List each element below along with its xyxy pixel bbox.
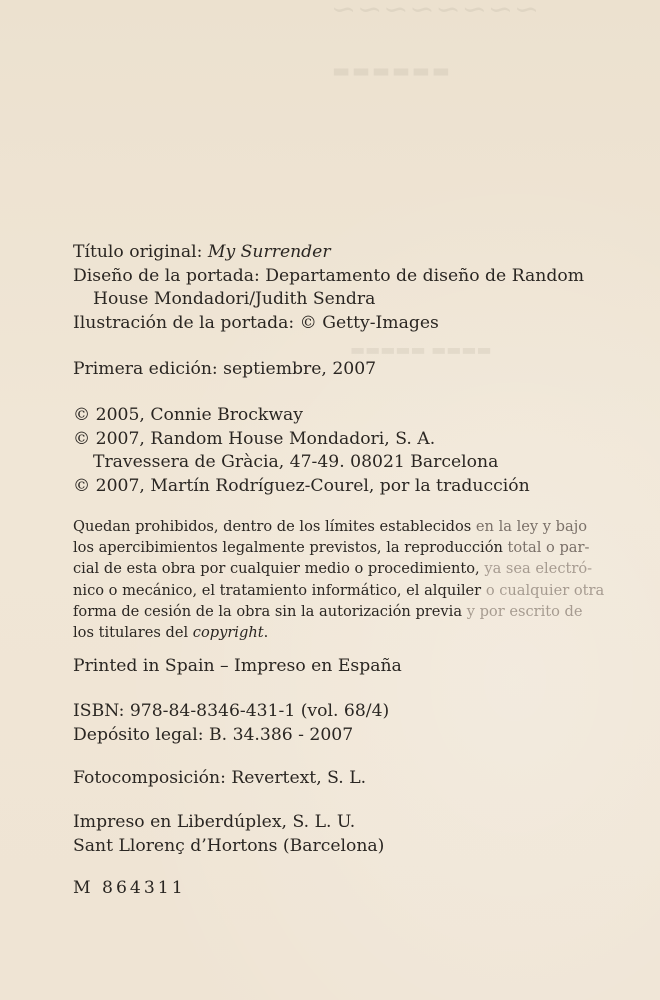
legal-notice-line: nico o mecánico, el tratamiento informático, el alquiler o cualquier otra bbox=[73, 581, 605, 599]
printer-location-line: Sant Llorenç d’Hortons (Barcelona) bbox=[73, 835, 385, 856]
typesetting-block bbox=[73, 767, 633, 791]
legal-notice-line: cial de esta obra por cualquier medio o procedimiento, ya sea electró- bbox=[73, 560, 593, 578]
show-through-ghost: ▬▬▬▬ ▬▬▬▬▬ bbox=[350, 340, 492, 359]
legal-notice-block bbox=[73, 516, 633, 643]
isbn-line: ISBN: 978-84-8346-431-1 (vol. 68/4) bbox=[73, 701, 390, 721]
edition-block bbox=[73, 358, 633, 382]
legal-notice-line: los apercibimientos legalmente previstos, la reproducción total o par- bbox=[73, 539, 590, 557]
original-title-value: My Surrender bbox=[207, 242, 331, 262]
print-code-line: M 864311 bbox=[73, 878, 186, 898]
legal-notice-line: Quedan prohibidos, dentro de los límites establecidos en la ley y bajo bbox=[73, 518, 588, 535]
first-edition-line: Primera edición: septiembre, 2007 bbox=[73, 359, 377, 379]
copyright-translation-line: © 2007, Martín Rodríguez-Courel, por la traducción bbox=[73, 475, 530, 496]
legal-notice-line: los titulares del copyright. bbox=[73, 624, 269, 642]
printed-in-spain-line: Printed in Spain – Impreso en España bbox=[73, 656, 402, 676]
copyright-block bbox=[73, 404, 633, 498]
credits-block bbox=[73, 241, 633, 335]
cover-design-line: Diseño de la portada: Departamento de diseño de Random bbox=[73, 265, 584, 286]
code-block bbox=[73, 877, 633, 901]
copyright-publisher-line: © 2007, Random House Mondadori, S. A. bbox=[73, 428, 436, 449]
legal-deposit-line: Depósito legal: B. 34.386 - 2007 bbox=[73, 724, 354, 745]
printer-block bbox=[73, 811, 633, 858]
original-title-line bbox=[73, 241, 633, 265]
show-through-ghost: ▬▬▬▬▬▬ bbox=[330, 60, 450, 82]
publisher-address-line: Travessera de Gràcia, 47-49. 08021 Barcelona bbox=[93, 452, 499, 472]
isbn-block bbox=[73, 700, 633, 747]
typesetting-line: Fotocomposición: Revertext, S. L. bbox=[73, 768, 367, 788]
original-title-label: Título original: bbox=[73, 242, 203, 262]
printed-block bbox=[73, 655, 633, 679]
legal-notice-line: forma de cesión de la obra sin la autorización previa y por escrito de bbox=[73, 602, 583, 620]
show-through-ghost: ~~~~~~~~ bbox=[330, 0, 540, 27]
printer-name-line: Impreso en Liberdúplex, S. L. U. bbox=[73, 812, 356, 832]
copyright-author-line: © 2005, Connie Brockway bbox=[73, 405, 303, 425]
cover-design-line-cont: House Mondadori/Judith Sendra bbox=[93, 289, 376, 309]
cover-illustration-line: Ilustración de la portada: © Getty-Images bbox=[73, 312, 439, 333]
